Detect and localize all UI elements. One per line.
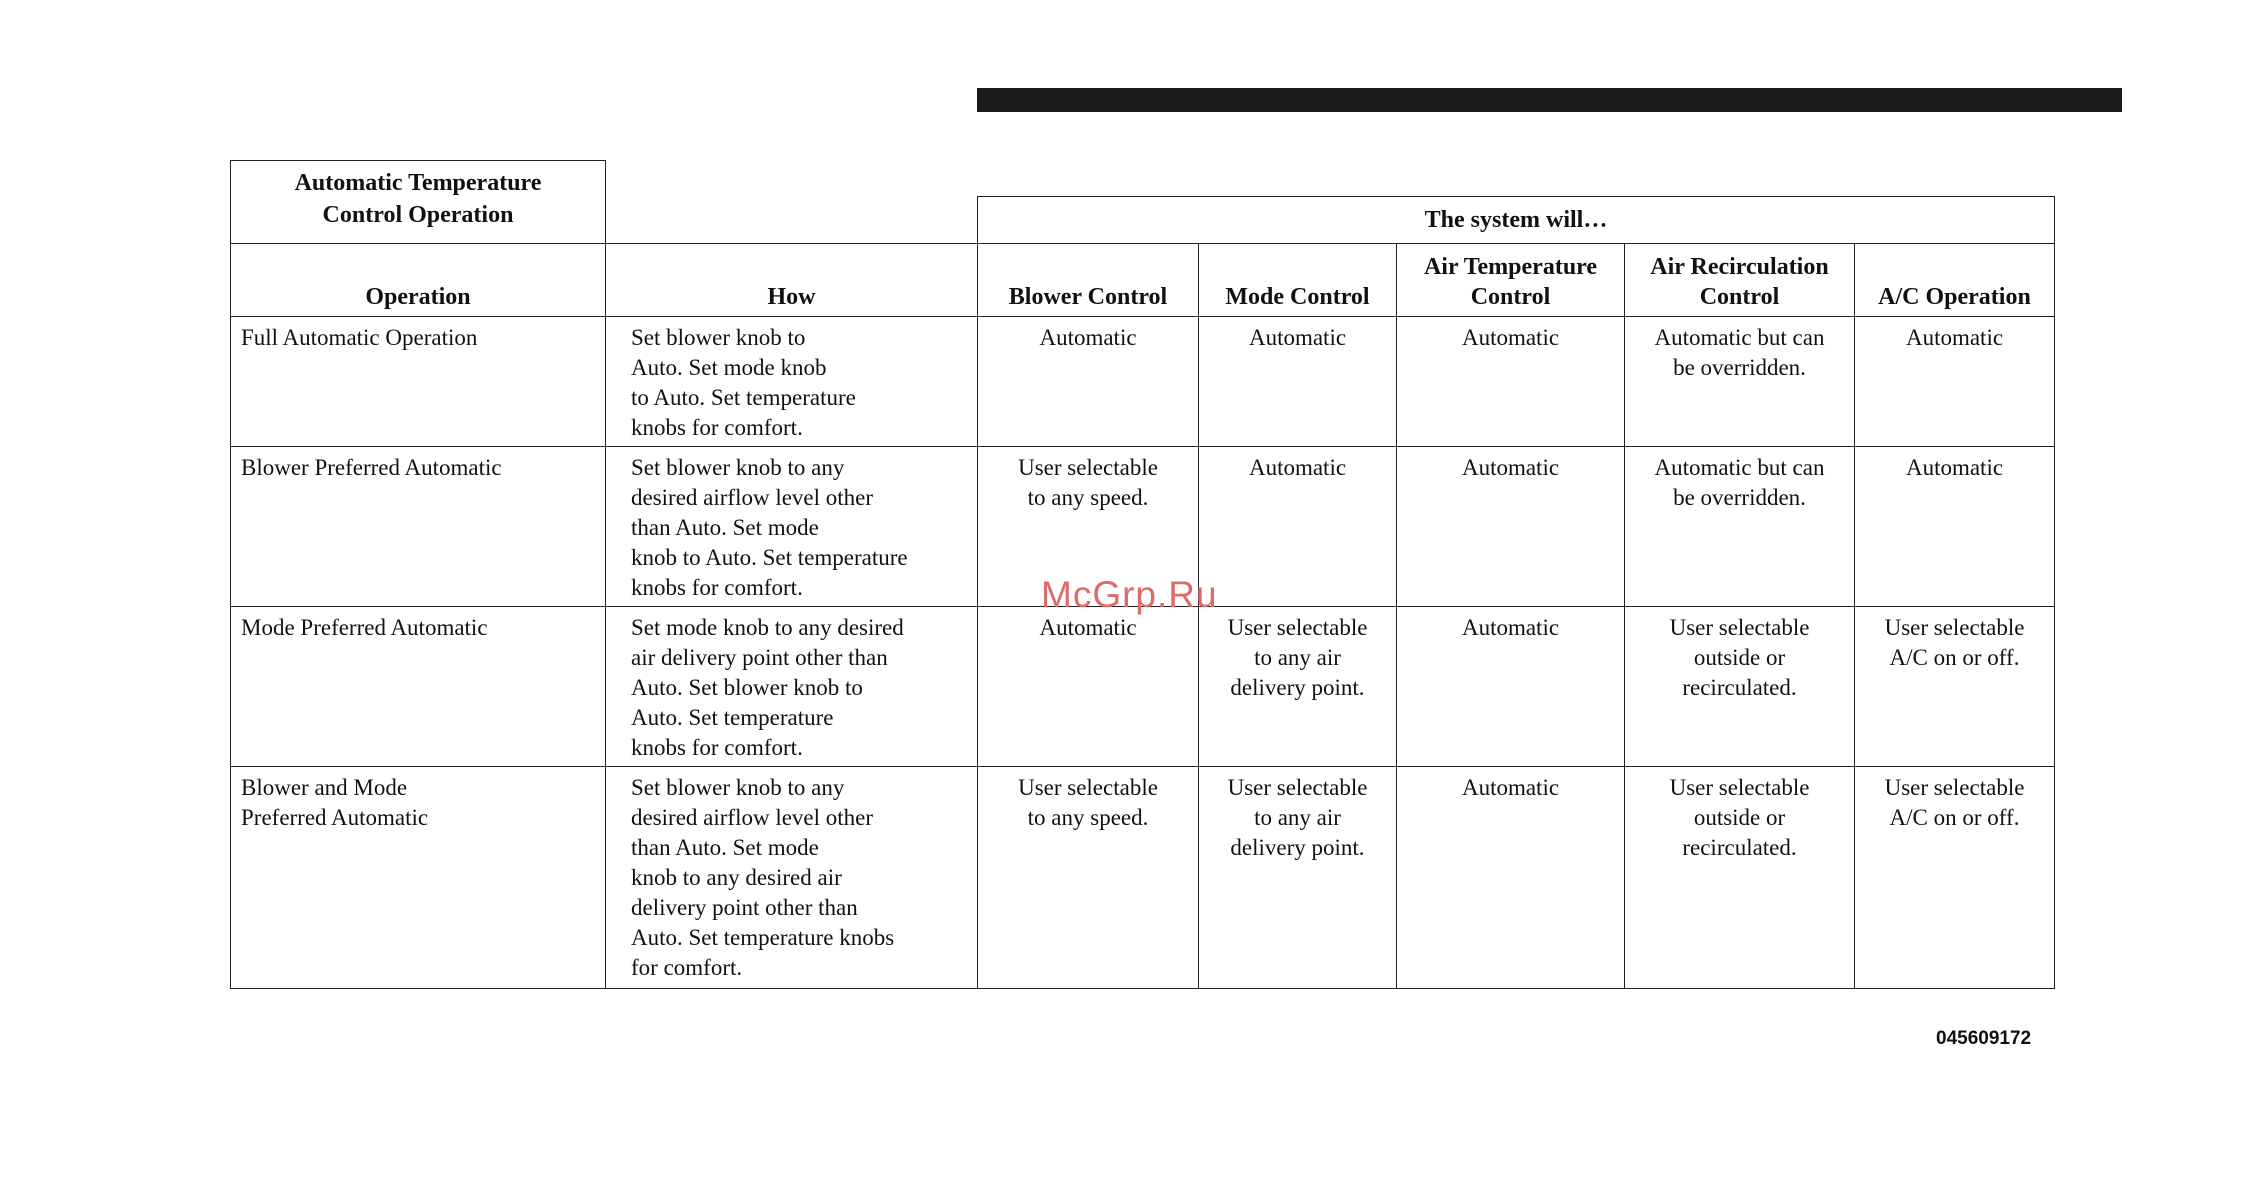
header-air-temperature: Air Temperature Control bbox=[1396, 243, 1625, 317]
row3-ac: User selectable A/C on or off. bbox=[1854, 606, 2055, 767]
row2-operation: Blower Preferred Automatic bbox=[230, 446, 606, 607]
row4-operation: Blower and Mode Preferred Automatic bbox=[230, 766, 606, 989]
row1-ac: Automatic bbox=[1854, 316, 2055, 447]
header-operation: Operation bbox=[230, 243, 606, 317]
header-mode-control: Mode Control bbox=[1198, 243, 1397, 317]
row1-air-temp: Automatic bbox=[1396, 316, 1625, 447]
header-air-recirculation: Air Recirculation Control bbox=[1624, 243, 1855, 317]
row4-mode: User selectable to any air delivery point. bbox=[1198, 766, 1397, 989]
row3-blower: Automatic bbox=[977, 606, 1199, 767]
header-how: How bbox=[605, 243, 978, 317]
row2-mode: Automatic bbox=[1198, 446, 1397, 607]
row2-ac: Automatic bbox=[1854, 446, 2055, 607]
row1-blower: Automatic bbox=[977, 316, 1199, 447]
row2-blower: User selectable to any speed. bbox=[977, 446, 1199, 607]
row4-ac: User selectable A/C on or off. bbox=[1854, 766, 2055, 989]
row1-air-recirc: Automatic but can be overridden. bbox=[1624, 316, 1855, 447]
row2-how: Set blower knob to any desired airflow level other than Auto. Set mode knob to Auto. Set temperature knobs for comfort. bbox=[605, 446, 978, 607]
row3-operation: Mode Preferred Automatic bbox=[230, 606, 606, 767]
row4-blower: User selectable to any speed. bbox=[977, 766, 1199, 989]
table-title: Automatic Temperature Control Operation bbox=[230, 160, 606, 244]
row1-how: Set blower knob to Auto. Set mode knob to Auto. Set temperature knobs for comfort. bbox=[605, 316, 978, 447]
row3-how: Set mode knob to any desired air delivery point other than Auto. Set blower knob to Auto. Set temperature knobs for comfort. bbox=[605, 606, 978, 767]
row4-air-recirc: User selectable outside or recirculated. bbox=[1624, 766, 1855, 989]
row3-mode: User selectable to any air delivery point. bbox=[1198, 606, 1397, 767]
watermark: McGrp.Ru bbox=[1041, 574, 1218, 615]
header-bar bbox=[977, 88, 2122, 112]
row1-operation: Full Automatic Operation bbox=[230, 316, 606, 447]
row3-air-recirc: User selectable outside or recirculated. bbox=[1624, 606, 1855, 767]
figure-code: 045609172 bbox=[1936, 1028, 2032, 1049]
row4-air-temp: Automatic bbox=[1396, 766, 1625, 989]
row2-air-temp: Automatic bbox=[1396, 446, 1625, 607]
row1-mode: Automatic bbox=[1198, 316, 1397, 447]
system-heading: The system will… bbox=[977, 196, 2055, 244]
row2-air-recirc: Automatic but can be overridden. bbox=[1624, 446, 1855, 607]
header-blower-control: Blower Control bbox=[977, 243, 1199, 317]
row4-how: Set blower knob to any desired airflow level other than Auto. Set mode knob to any desired air delivery point other than Auto. Set temperature knobs for comfort. bbox=[605, 766, 978, 989]
row3-air-temp: Automatic bbox=[1396, 606, 1625, 767]
header-ac-operation: A/C Operation bbox=[1854, 243, 2055, 317]
